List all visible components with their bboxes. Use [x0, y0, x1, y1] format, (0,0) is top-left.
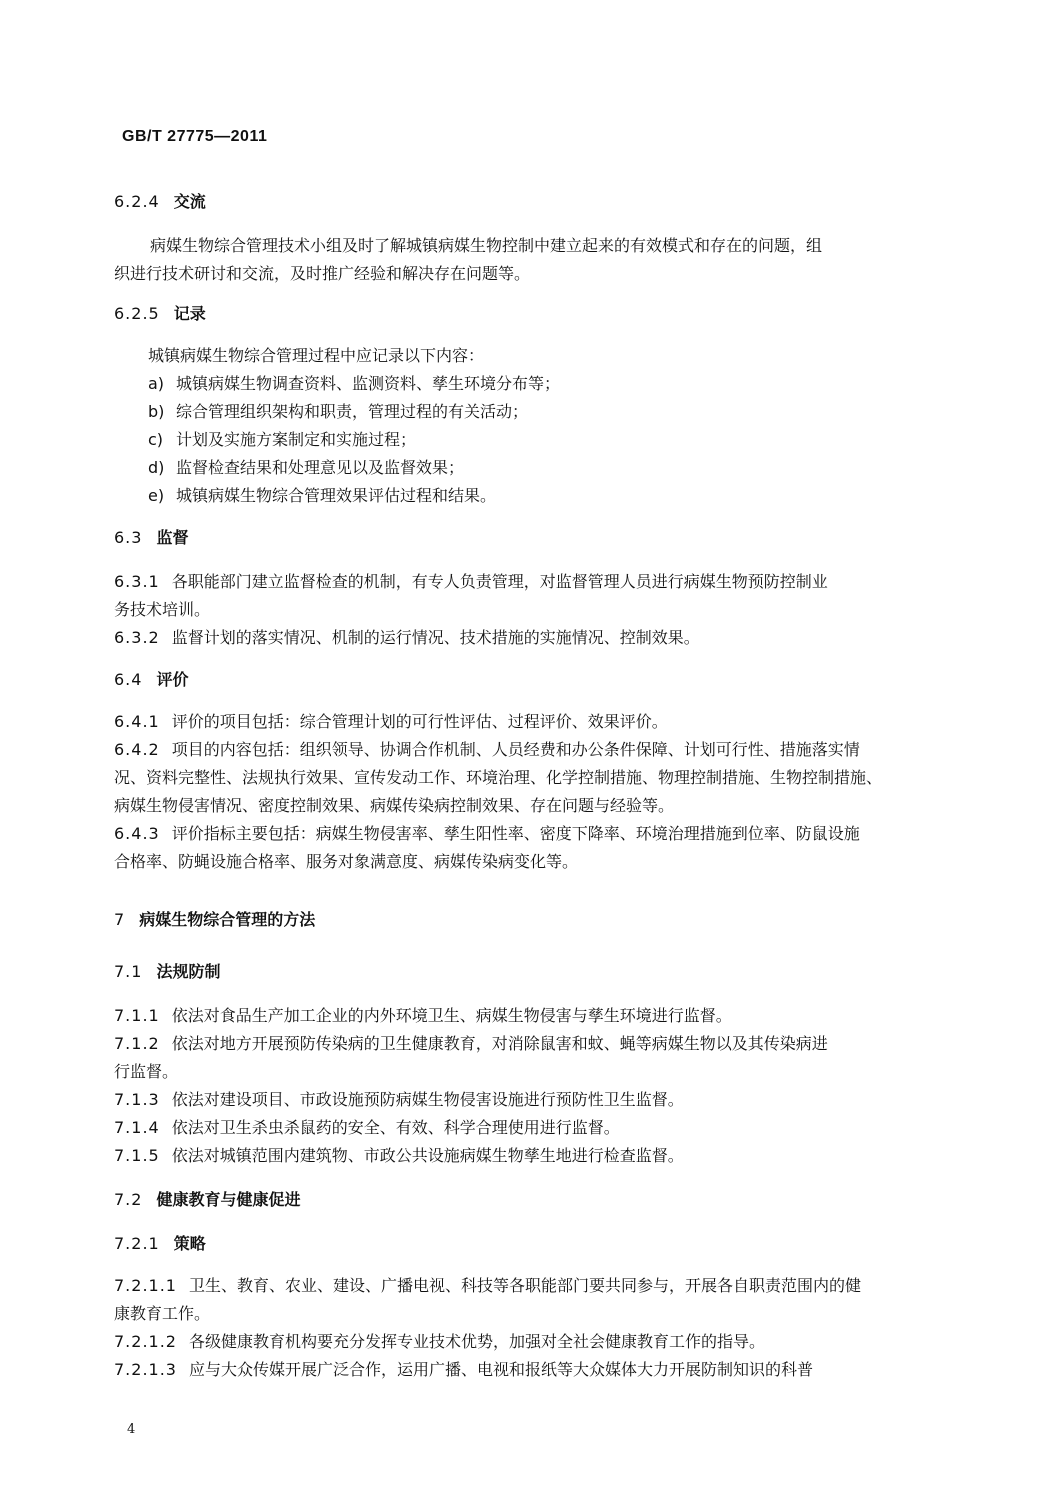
heading-6-3: [114, 528, 188, 548]
clause-text: 应与大众传媒开展广泛合作，运用广播、电视和报纸等大众媒体大力开展防制知识的科普: [188, 1360, 813, 1379]
heading-number: 7.2.1: [114, 1234, 160, 1253]
clause-number: 7.1.4: [114, 1118, 160, 1137]
clause-6-4-1: [114, 712, 668, 732]
list-text: 综合管理组织架构和职责，管理过程的有关活动；: [176, 402, 529, 421]
heading-7-2: [114, 1190, 300, 1210]
heading-title: 交流: [173, 192, 206, 211]
heading-7-2-1: [114, 1234, 206, 1254]
clause-number: 6.4.2: [114, 740, 160, 759]
clause-6-4-2: [114, 740, 860, 760]
clause-text: 评价指标主要包括：病媒生物侵害率、孳生阳性率、密度下降率、环境治理措施到位率、防鼠设施: [171, 824, 860, 843]
record-intro: 城镇病媒生物综合管理过程中应记录以下内容：: [148, 346, 485, 365]
clause-text: 项目的内容包括：组织领导、协调合作机制、人员经费和办公条件保障、计划可行性、措施落实情: [171, 740, 860, 759]
list-letter: c): [148, 430, 164, 449]
list-item: [148, 374, 560, 394]
clause-7-1-4: [114, 1118, 620, 1138]
clause-text: 卫生、教育、农业、建设、广播电视、科技等各职能部门要共同参与，开展各自职责范围内的健: [188, 1276, 861, 1295]
page-number: 4: [127, 1422, 136, 1437]
clause-7-1-2: [114, 1034, 828, 1054]
clause-number: 7.2.1.1: [114, 1276, 177, 1295]
heading-title: 评价: [156, 670, 189, 689]
heading-title: 策略: [173, 1234, 206, 1253]
heading-title: 法规防制: [156, 962, 221, 981]
clause-number: 6.4.1: [114, 712, 160, 731]
clause-6-3-2: [114, 628, 700, 648]
paragraph-line: 病媒生物综合管理技术小组及时了解城镇病媒生物控制中建立起来的有效模式和存在的问题，组: [150, 236, 823, 255]
paragraph-line: 织进行技术研讨和交流，及时推广经验和解决存在问题等。: [114, 264, 531, 283]
clause-text: 依法对卫生杀虫杀鼠药的安全、有效、科学合理使用进行监督。: [171, 1118, 620, 1137]
heading-number: 6.2.4: [114, 192, 160, 211]
heading-number: 6.4: [114, 670, 143, 689]
heading-6-4: [114, 670, 188, 690]
clause-text: 依法对食品生产加工企业的内外环境卫生、病媒生物侵害与孳生环境进行监督。: [171, 1006, 732, 1025]
clause-text: 依法对城镇范围内建筑物、市政公共设施病媒生物孳生地进行检查监督。: [171, 1146, 684, 1165]
heading-title: 监督: [156, 528, 189, 547]
clause-6-3-1: [114, 572, 828, 592]
clause-7-1-3: [114, 1090, 684, 1110]
list-text: 监督检查结果和处理意见以及监督效果；: [176, 458, 465, 477]
heading-title: 健康教育与健康促进: [156, 1190, 301, 1209]
clause-text: 依法对地方开展预防传染病的卫生健康教育，对消除鼠害和蚊、蝇等病媒生物以及其传染病进: [171, 1034, 828, 1053]
clause-text: 评价的项目包括：综合管理计划的可行性评估、过程评价、效果评价。: [171, 712, 668, 731]
clause-6-4-3: [114, 824, 860, 844]
clause-text: 监督计划的落实情况、机制的运行情况、技术措施的实施情况、控制效果。: [171, 628, 700, 647]
clause-text: 各职能部门建立监督检查的机制，有专人负责管理，对监督管理人员进行病媒生物预防控制业: [171, 572, 828, 591]
heading-number: 7.2: [114, 1190, 143, 1209]
list-letter: d): [148, 458, 165, 477]
heading-title: 记录: [173, 304, 206, 323]
list-item: [148, 402, 528, 422]
heading-7-1: [114, 962, 220, 982]
paragraph-line: 务技术培训。: [114, 600, 211, 619]
clause-text: 各级健康教育机构要充分发挥专业技术优势，加强对全社会健康教育工作的指导。: [188, 1332, 765, 1351]
list-text: 计划及实施方案制定和实施过程；: [176, 430, 417, 449]
clause-7-2-1-3: [114, 1360, 813, 1380]
clause-7-2-1-2: [114, 1332, 765, 1352]
list-item: [148, 430, 416, 450]
clause-number: 7.1.5: [114, 1146, 160, 1165]
clause-number: 6.4.3: [114, 824, 160, 843]
clause-number: 7.1.1: [114, 1006, 160, 1025]
list-item: [148, 486, 496, 506]
paragraph-line: 病媒生物侵害情况、密度控制效果、病媒传染病控制效果、存在问题与经验等。: [114, 796, 675, 815]
heading-title: 病媒生物综合管理的方法: [139, 910, 316, 929]
paragraph-line: 合格率、防蝇设施合格率、服务对象满意度、病媒传染病变化等。: [114, 852, 579, 871]
paragraph-line: 康教育工作。: [114, 1304, 211, 1323]
clause-number: 6.3.1: [114, 572, 160, 591]
heading-6-2-5: [114, 304, 206, 324]
clause-number: 7.2.1.3: [114, 1360, 177, 1379]
list-text: 城镇病媒生物调查资料、监测资料、孳生环境分布等；: [176, 374, 561, 393]
clause-number: 7.2.1.2: [114, 1332, 177, 1351]
clause-7-1-1: [114, 1006, 732, 1026]
paragraph-line: 行监督。: [114, 1062, 179, 1081]
clause-text: 依法对建设项目、市政设施预防病媒生物侵害设施进行预防性卫生监督。: [171, 1090, 684, 1109]
heading-7: [114, 910, 315, 930]
heading-number: 7: [114, 910, 126, 929]
heading-number: 6.2.5: [114, 304, 160, 323]
clause-7-1-5: [114, 1146, 684, 1166]
heading-number: 7.1: [114, 962, 143, 981]
clause-number: 7.1.3: [114, 1090, 160, 1109]
clause-number: 6.3.2: [114, 628, 160, 647]
heading-6-2-4: [114, 192, 206, 212]
list-letter: b): [148, 402, 165, 421]
clause-number: 7.1.2: [114, 1034, 160, 1053]
list-item: [148, 458, 464, 478]
list-letter: a): [148, 374, 165, 393]
heading-number: 6.3: [114, 528, 143, 547]
clause-7-2-1-1: [114, 1276, 861, 1296]
paragraph-line: 况、资料完整性、法规执行效果、宣传发动工作、环境治理、化学控制措施、物理控制措施、生物控制措施、: [114, 768, 883, 787]
list-letter: e): [148, 486, 165, 505]
standard-code: GB/T 27775—2011: [122, 128, 268, 145]
list-text: 城镇病媒生物综合管理效果评估过程和结果。: [176, 486, 497, 505]
